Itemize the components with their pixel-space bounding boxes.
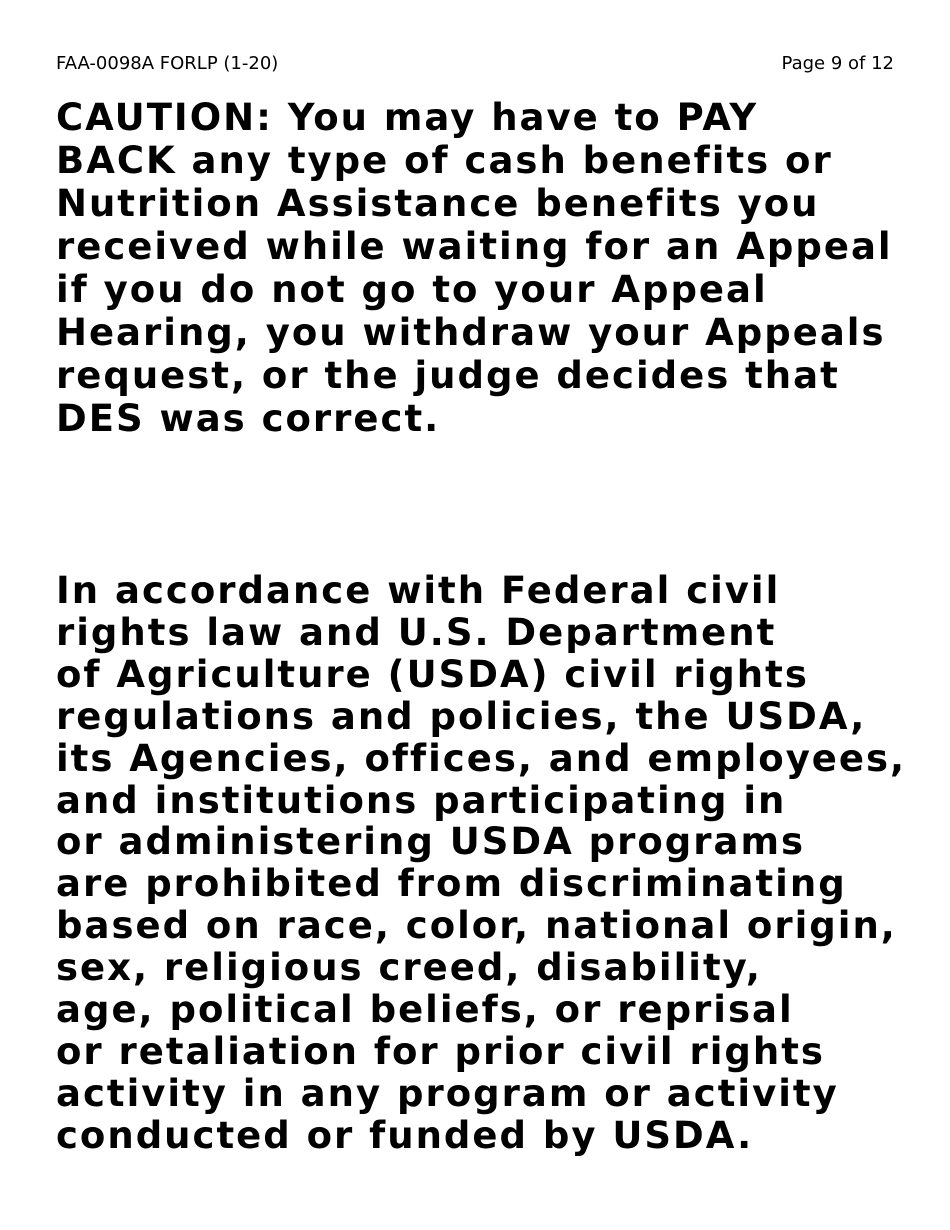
civil-rights-line: conducted or funded by USDA. <box>56 1113 754 1157</box>
civil-rights-line: and institutions participating in <box>56 778 787 822</box>
civil-rights-line: are prohibited from discriminating <box>56 862 847 906</box>
page-number: Page 9 of 12 <box>781 53 894 74</box>
civil-rights-line: activity in any program or activity <box>56 1071 839 1115</box>
civil-rights-line: In accordance with Federal civil <box>56 569 781 612</box>
civil-rights-line: its Agencies, offices, and employees, <box>56 736 907 780</box>
page-header <box>56 52 894 76</box>
caution-line: DES was correct. <box>56 397 441 440</box>
caution-line: BACK any type of cash benefits or <box>56 139 833 182</box>
civil-rights-line: or administering USDA programs <box>56 820 806 864</box>
caution-line: CAUTION: You may have to PAY <box>56 96 759 139</box>
caution-line: received while waiting for an Appeal <box>56 225 893 268</box>
caution-line: request, or the judge decides that <box>56 354 840 397</box>
civil-rights-line: based on race, color, national origin, <box>56 904 897 948</box>
civil-rights-line: of Agriculture (USDA) civil rights <box>56 652 809 696</box>
civil-rights-line: rights law and U.S. Department <box>56 610 777 654</box>
caution-line: Hearing, you withdraw your Appeals <box>56 311 886 354</box>
civil-rights-line: or retaliation for prior civil rights <box>56 1029 825 1073</box>
form-id: FAA-0098A FORLP (1-20) <box>56 53 279 74</box>
civil-rights-statement <box>56 570 906 1157</box>
caution-notice <box>56 96 906 440</box>
caution-line: if you do not go to your Appeal <box>56 268 768 311</box>
civil-rights-line: sex, religious creed, disability, <box>56 946 762 990</box>
civil-rights-line: age, political beliefs, or reprisal <box>56 988 794 1032</box>
caution-line: Nutrition Assistance benefits you <box>56 182 820 225</box>
civil-rights-line: regulations and policies, the USDA, <box>56 694 867 738</box>
